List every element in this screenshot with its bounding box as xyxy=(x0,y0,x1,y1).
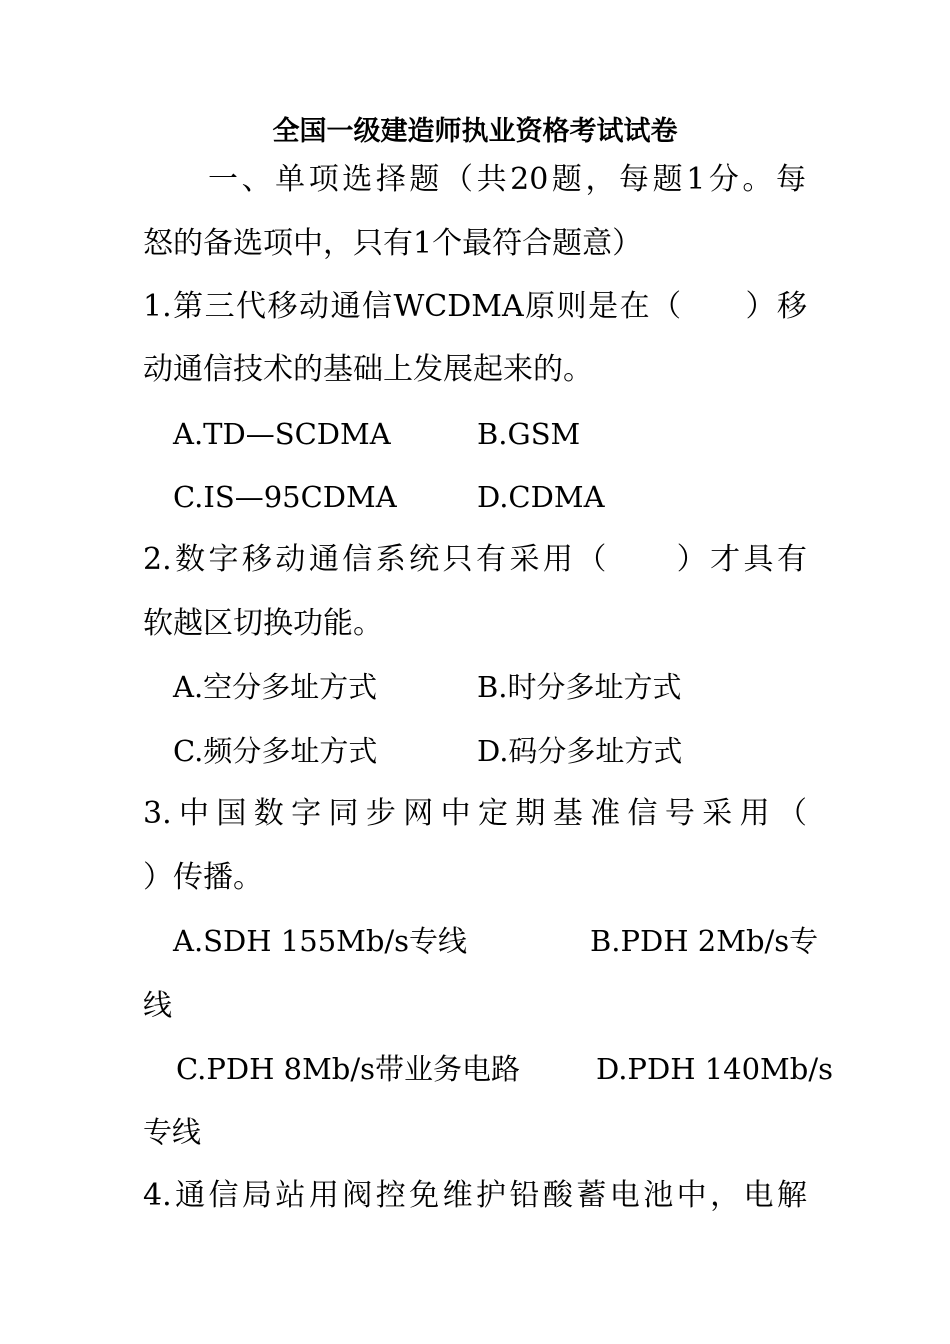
question-3-option-b: B.PDH 2Mb/s专 xyxy=(590,924,819,958)
question-1-option-a: A.TD—SCDMA xyxy=(173,417,391,451)
question-3-option-b-wrap: 线 xyxy=(143,988,173,1022)
page-title: 全国一级建造师执业资格考试试卷 xyxy=(272,116,678,147)
section-heading-line-1: 一、单项选择题（共20题，每题1分。每 xyxy=(208,162,806,197)
question-3-option-c: C.PDH 8Mb/s带业务电路 xyxy=(176,1052,521,1086)
question-2-stem-line-2: 软越区切换功能。 xyxy=(143,606,383,641)
question-3-stem-line-2: ）传播。 xyxy=(143,860,263,895)
question-1-option-c: C.IS—95CDMA xyxy=(173,480,397,514)
question-4-stem-line-1: 4.通信局站用阀控免维护铅酸蓄电池中，电解 xyxy=(143,1178,807,1213)
section-heading-line-2: 怒的备选项中，只有1个最符合题意） xyxy=(143,226,643,261)
question-3-option-a: A.SDH 155Mb/s专线 xyxy=(173,924,468,958)
question-1-option-d: D.CDMA xyxy=(477,480,605,514)
question-3-option-d-wrap: 专线 xyxy=(143,1115,202,1149)
question-1-stem-line-2: 动通信技术的基础上发展起来的。 xyxy=(143,352,593,387)
question-2-stem-line-1: 2.数字移动通信系统只有采用（ ）才具有 xyxy=(143,542,807,577)
question-3-option-d: D.PDH 140Mb/s xyxy=(596,1052,833,1086)
question-3-stem-line-1: 3.中国数字同步网中定期基准信号采用（ xyxy=(143,796,807,831)
question-1-option-b: B.GSM xyxy=(477,417,581,451)
question-2-option-a: A.空分多址方式 xyxy=(173,670,378,704)
question-1-stem-line-1: 1.第三代移动通信WCDMA原则是在（ ）移 xyxy=(143,289,807,324)
question-2-option-d: D.码分多址方式 xyxy=(477,734,683,768)
question-2-option-c: C.频分多址方式 xyxy=(173,734,378,768)
question-2-option-b: B.时分多址方式 xyxy=(477,670,682,704)
